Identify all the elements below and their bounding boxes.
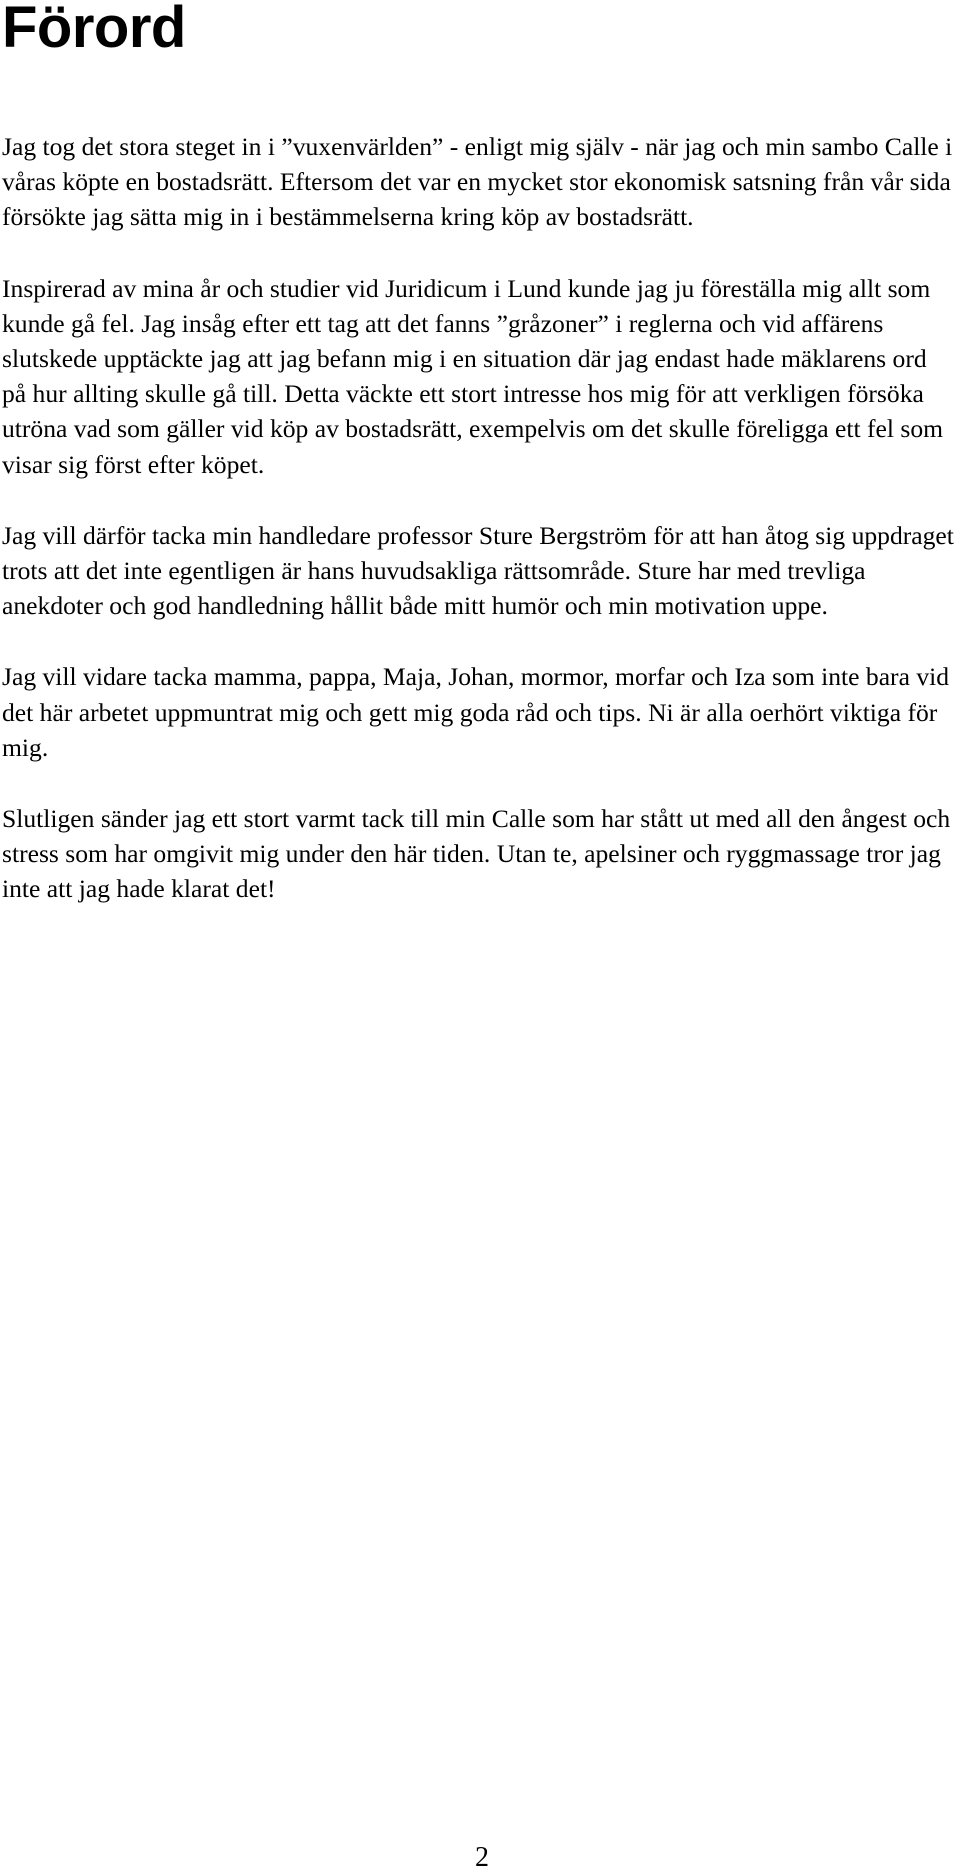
paragraph-inspiration: Inspirerad av mina år och studier vid Juridicum i Lund kunde jag ju föreställa mig allt som kunde gå fel. Jag insåg efter ett tag att det fanns ”gråzoner” i reglerna och vid affärens slutskede upptäckte jag att jag befann mig i en situation där jag endast hade mäklarens ord på hur allting skulle gå till. Detta väckte ett stort intresse hos mig för att verkligen försöka utröna vad som gäller vid köp av bostadsrätt, exempelvis om det skulle föreligga ett fel som visar sig först efter köpet.	[2, 273, 944, 479]
page-number: 2	[475, 1842, 489, 1873]
paragraph-thanks-family: Jag vill vidare tacka mamma, pappa, Maja, Johan, mormor, morfar och Iza som inte bara vid det här arbetet uppmuntrat mig och gett mig goda råd och tips. Ni är alla oerhört viktiga för mig.	[2, 662, 950, 762]
page-title: Förord	[2, 0, 186, 60]
paragraph-thanks-partner: Slutligen sänder jag ett stort varmt tack till min Calle som har stått ut med all den ångest och stress som har omgivit mig under den här tiden. Utan te, apelsiner och ryggmassage tror jag inte att jag hade klarat det!	[2, 804, 951, 904]
paragraph-intro: Jag tog det stora steget in i ”vuxenvärlden” - enligt mig själv - när jag och min sambo Calle i våras köpte en bostadsrätt. Eftersom det var en mycket stor ekonomisk satsning från vår sida försökte jag sätta mig in i bestämmelserna kring köp av bostadsrätt.	[2, 132, 953, 232]
paragraph-thanks-supervisor: Jag vill därför tacka min handledare professor Sture Bergström för att han åtog sig uppdraget trots att det inte egentligen är hans huvudsakliga rättsområde. Sture har med trevliga anekdoter och god handledning hållit både mitt humör och min motivation uppe.	[2, 520, 954, 621]
document-body	[2, 129, 954, 943]
